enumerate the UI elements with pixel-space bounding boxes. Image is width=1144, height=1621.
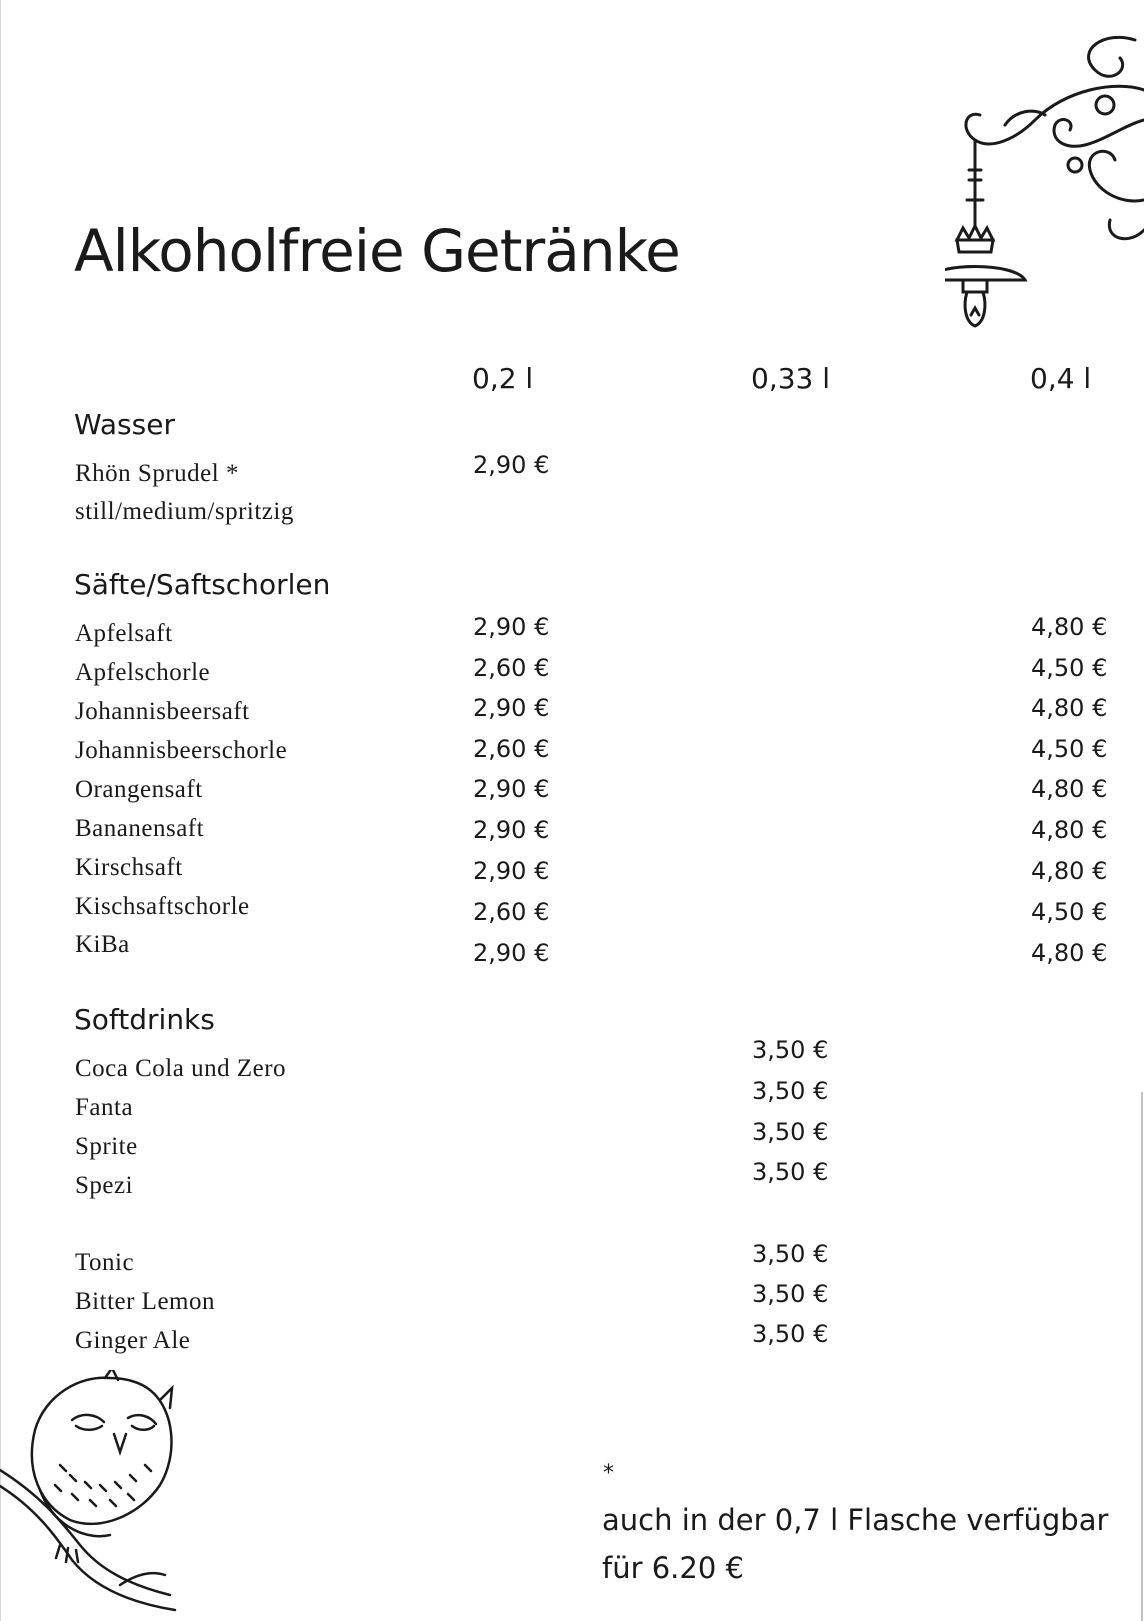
price-04: 4,80 € [1031, 775, 1108, 803]
list-item-name: Kirschsaft [75, 854, 183, 881]
price-02: 2,90 € [473, 451, 550, 479]
size-header-02: 0,2 l [472, 362, 534, 395]
price-02: 2,90 € [473, 613, 550, 641]
price-02: 2,90 € [473, 939, 550, 967]
owl-on-branch-icon [0, 1370, 190, 1621]
list-item-name: Apfelschorle [75, 659, 211, 686]
footnote-marker: * [603, 1461, 614, 1486]
price-04: 4,80 € [1031, 939, 1108, 967]
price-02: 2,90 € [473, 857, 550, 885]
price-033: 3,50 € [752, 1240, 829, 1268]
list-item-name: Fanta [75, 1094, 134, 1121]
page-right-edge-line [1141, 1092, 1143, 1621]
price-033: 3,50 € [752, 1118, 829, 1146]
price-02: 2,90 € [473, 775, 550, 803]
list-item-name: still/medium/spritzig [75, 498, 294, 525]
list-item-name: Coca Cola und Zero [75, 1055, 287, 1082]
section-heading-wasser: Wasser [74, 408, 175, 441]
list-item-name: Rhön Sprudel * [75, 460, 239, 487]
price-04: 4,50 € [1031, 654, 1108, 682]
price-02: 2,90 € [473, 694, 550, 722]
price-033: 3,50 € [752, 1077, 829, 1105]
price-033: 3,50 € [752, 1280, 829, 1308]
list-item-name: Spezi [75, 1172, 134, 1199]
price-02: 2,90 € [473, 816, 550, 844]
footnote-line-1: auch in der 0,7 l Flasche verfügbar [602, 1503, 1109, 1537]
list-item-name: Ginger Ale [75, 1327, 191, 1354]
price-02: 2,60 € [473, 654, 550, 682]
list-item-name: Johannisbeersaft [75, 698, 250, 725]
price-04: 4,80 € [1031, 613, 1108, 641]
size-header-04: 0,4 l [1030, 362, 1092, 395]
list-item-name: Tonic [75, 1249, 135, 1276]
list-item-name: Sprite [75, 1133, 138, 1160]
list-item-name: Apfelsaft [75, 620, 173, 647]
list-item-name: Kischsaftschorle [75, 893, 250, 920]
size-header-033: 0,33 l [751, 362, 831, 395]
list-item-name: Orangensaft [75, 776, 203, 803]
hanging-lantern-icon [945, 30, 1144, 345]
price-04: 4,80 € [1031, 816, 1108, 844]
list-item-name: KiBa [75, 931, 130, 958]
price-02: 2,60 € [473, 735, 550, 763]
price-033: 3,50 € [752, 1158, 829, 1186]
price-033: 3,50 € [752, 1036, 829, 1064]
list-item-name: Bananensaft [75, 815, 205, 842]
price-033: 3,50 € [752, 1320, 829, 1348]
section-heading-softdrinks: Softdrinks [74, 1003, 215, 1036]
price-04: 4,80 € [1031, 694, 1108, 722]
footnote-line-2: für 6.20 € [602, 1551, 744, 1585]
list-item-name: Bitter Lemon [75, 1288, 215, 1315]
price-04: 4,50 € [1031, 898, 1108, 926]
section-heading-saefte: Säfte/Saftschorlen [74, 568, 331, 601]
list-item-name: Johannisbeerschorle [75, 737, 288, 764]
price-02: 2,60 € [473, 898, 550, 926]
price-04: 4,50 € [1031, 735, 1108, 763]
page-title: Alkoholfreie Getränke [74, 217, 680, 285]
price-04: 4,80 € [1031, 857, 1108, 885]
